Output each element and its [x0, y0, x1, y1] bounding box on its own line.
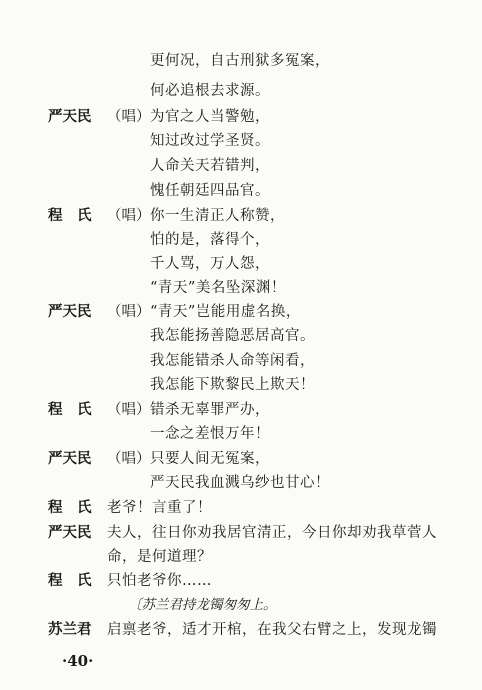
speaker-label: 程 氏 [48, 572, 92, 589]
verse-line: 只要人间无冤案， [150, 451, 270, 467]
verse-line: 我怎能下欺黎民上欺天！ [150, 377, 315, 393]
dialogue-line: 老爷！言重了！ [107, 500, 212, 516]
sing-mark: （唱） [107, 304, 151, 320]
verse-line: 人命关天若错判， [150, 158, 270, 174]
verse-line: 我怎能扬善隐恶居高官。 [150, 328, 315, 344]
verse-line: 知过改过学圣贤。 [150, 133, 270, 149]
verse-line: 千人骂，万人怨， [150, 256, 270, 272]
speaker-label: 严天民 [48, 108, 92, 125]
dialogue-line: 夫人，往日你劝我居官清正，今日你却劝我草菅人 [107, 525, 437, 541]
dialogue-line: 只怕老爷你…… [107, 573, 212, 589]
speaker-label: 程 氏 [48, 401, 92, 418]
sing-mark: （唱） [107, 208, 151, 224]
verse-line: 为官之人当警勉， [150, 109, 270, 125]
verse-line: 怕的是，落得个， [150, 232, 270, 248]
verse-line: 何必追根去求源。 [150, 83, 270, 99]
dialogue-line: 启禀老爷，适才开棺，在我父右臂之上，发现龙镯 [107, 622, 437, 638]
dialogue-line: 命，是何道理？ [107, 549, 212, 565]
speaker-label: 程 氏 [48, 499, 92, 516]
verse-line: 愧任朝廷四品官。 [150, 183, 270, 199]
verse-line: “青天”岂能用虚名换， [150, 304, 301, 320]
sing-mark: （唱） [107, 451, 151, 467]
speaker-label: 严天民 [48, 524, 92, 541]
page-number: ·40· [62, 652, 94, 670]
verse-line: 我怎能错杀人命等闲看， [150, 353, 315, 369]
verse-line: 你一生清正人称赞， [150, 208, 285, 224]
verse-line: 更何况，自古刑狱多冤案， [150, 53, 330, 69]
sing-mark: （唱） [107, 109, 151, 125]
verse-line: 错杀无辜罪严办， [150, 402, 270, 418]
verse-line: 一念之差恨万年！ [150, 426, 270, 442]
speaker-label: 严天民 [48, 303, 92, 320]
verse-line: 严天民我血溅乌纱也甘心！ [150, 475, 330, 491]
speaker-label: 严天民 [48, 450, 92, 467]
sing-mark: （唱） [107, 402, 151, 418]
speaker-label: 程 氏 [48, 207, 92, 224]
stage-direction: 〔苏兰君持龙镯匆匆上。 [128, 597, 277, 613]
verse-line: “青天”美名坠深渊！ [150, 280, 286, 296]
speaker-label: 苏兰君 [48, 621, 92, 638]
